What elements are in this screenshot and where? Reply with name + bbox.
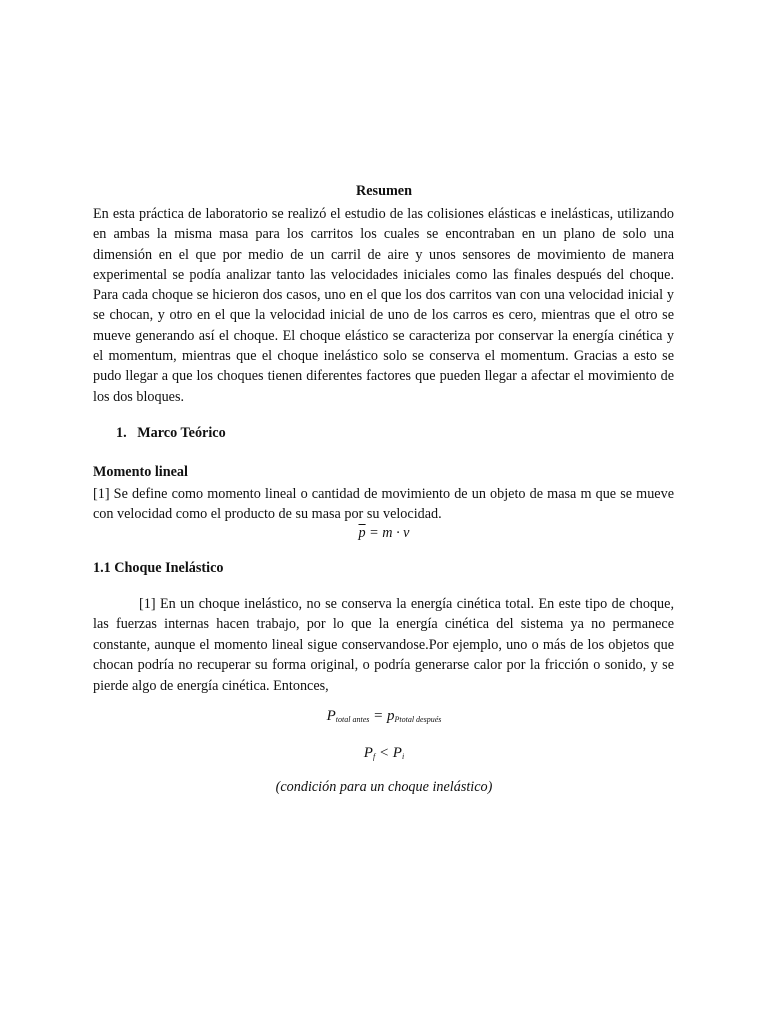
- section-title: Marco Teórico: [137, 425, 226, 441]
- eq-p-bar: $\overline{p}$: [358, 525, 366, 541]
- resumen-title: Resumen: [356, 183, 412, 199]
- section-number: 1.: [116, 425, 127, 441]
- equation-inequality: [0, 745, 768, 762]
- equation-total: [0, 708, 768, 725]
- eq1-mid: = p: [369, 708, 395, 724]
- eq2-sub-f: f: [372, 752, 376, 761]
- momento-title: Momento lineal: [93, 464, 188, 480]
- resumen-paragraph: En esta práctica de laboratorio se realizó el estudio de las colisiones elásticas e inelásticas, utilizando en ambas la misma masa para los carritos los cuales se encontraban en un plano de solo una dimensión en el que por medio de un carril de aire y unos sensores de movimiento de manera experimental se podía analizar tanto las velocidades iniciales como las finales después del choque. Para cada choque se hicieron dos casos, uno en el que los dos carritos van con una velocidad inicial y se chocan, y otro en el que la velocidad inicial de uno de los carros es cero, mientras que el otro se mueve generando así el choque. El choque elástico se caracteriza por conservar la energía cinética y el momentum, mientras que el choque inelástico solo se conserva el momentum. Gracias a esto se pudo llegar a que los choques tienen diferentes factores que pueden llegar a afectar el movimiento de los dos bloques.: [93, 206, 674, 405]
- momento-paragraph: [1] Se define como momento lineal o cantidad de movimiento de un objeto de masa m que se mueve con velocidad como el producto de su masa por su velocidad.: [93, 486, 674, 523]
- eq2-sub-i: i: [401, 752, 405, 761]
- choque-title: 1.1 Choque Inelástico: [93, 560, 224, 576]
- eq2-mid: < P: [375, 745, 402, 761]
- eq1-P: P: [326, 708, 336, 724]
- choque-paragraph: [1] En un choque inelástico, no se conserva la energía cinética total. En este tipo de choque, las fuerzas internas hacen trabajo, por lo que la energía cinética del sistema ya no permanece constante, aunque el momento lineal sigue conservandose.Por ejemplo, uno o más de los objetos que chocan podría no recuperar su forma original, o podría generarse calor por la fricción o sonido, y se pierde algo de energía cinética. Entonces,: [93, 596, 674, 694]
- eq1-sub-despues: Ptotal después: [394, 715, 442, 724]
- eq1-sub-antes: total antes: [335, 715, 370, 724]
- eq2-P: P: [363, 745, 373, 761]
- condition-caption: (condición para un choque inelástico): [275, 779, 493, 795]
- momentum-equation: [0, 525, 768, 542]
- section-heading: [116, 425, 697, 442]
- eq-rest: = m · v: [365, 525, 410, 541]
